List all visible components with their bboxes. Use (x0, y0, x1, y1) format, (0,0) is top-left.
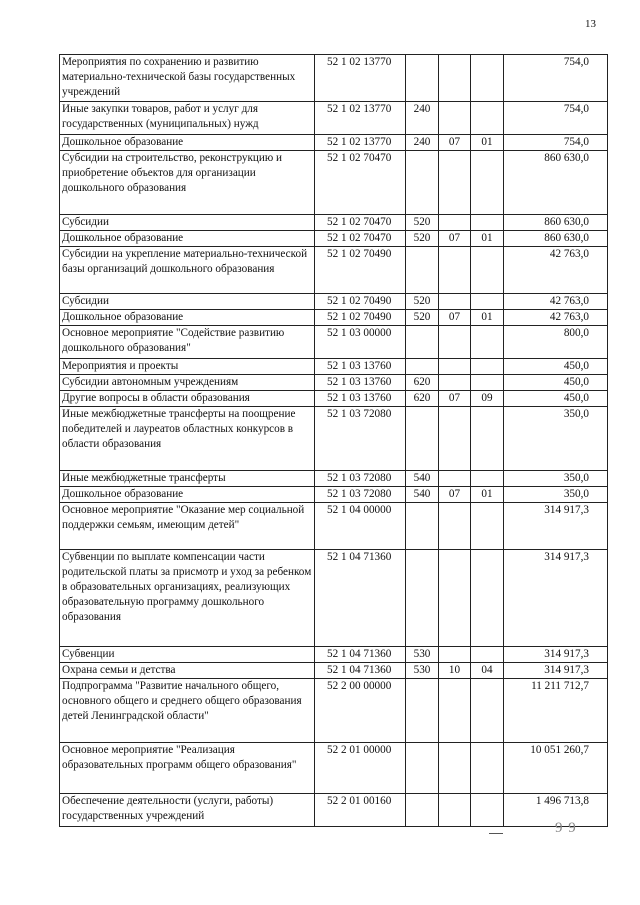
row-rz (439, 359, 471, 375)
row-pr (471, 359, 504, 375)
row-name: Основное мероприятие "Реализация образовательных программ общего образования" (60, 743, 315, 794)
row-name: Дошкольное образование (60, 231, 315, 247)
row-sum: 350,0 (504, 407, 608, 471)
row-pr (471, 55, 504, 102)
row-vr: 530 (406, 647, 439, 663)
row-pr: 01 (471, 231, 504, 247)
row-name: Субсидии на укрепление материально-технической базы организаций дошкольного образования (60, 247, 315, 294)
row-sum: 450,0 (504, 375, 608, 391)
row-sum: 10 051 260,7 (504, 743, 608, 794)
row-pr (471, 647, 504, 663)
row-csr: 52 1 04 71360 (315, 550, 406, 647)
row-vr (406, 503, 439, 550)
row-sum: 314 917,3 (504, 647, 608, 663)
row-name: Субсидии автономным учреждениям (60, 375, 315, 391)
row-name: Иные межбюджетные трансферты на поощрение победителей и лауреатов областных конкурсов в области образования (60, 407, 315, 471)
table-row (60, 550, 608, 647)
row-csr: 52 1 03 72080 (315, 407, 406, 471)
row-vr (406, 794, 439, 827)
row-name: Дошкольное образование (60, 135, 315, 151)
row-rz: 07 (439, 231, 471, 247)
row-name: Иные межбюджетные трансферты (60, 471, 315, 487)
row-pr (471, 407, 504, 471)
row-csr: 52 1 02 70470 (315, 151, 406, 215)
row-rz (439, 215, 471, 231)
row-csr: 52 1 02 70470 (315, 215, 406, 231)
row-csr: 52 1 02 13770 (315, 135, 406, 151)
row-vr (406, 407, 439, 471)
footer-stamp-mark: 9 9 (555, 820, 577, 836)
row-sum: 350,0 (504, 487, 608, 503)
row-sum: 11 211 712,7 (504, 679, 608, 743)
row-name: Охрана семьи и детства (60, 663, 315, 679)
table-row (60, 663, 608, 679)
row-csr: 52 1 04 71360 (315, 647, 406, 663)
row-csr: 52 1 02 70490 (315, 294, 406, 310)
table-row (60, 471, 608, 487)
row-vr (406, 550, 439, 647)
table-row (60, 326, 608, 359)
row-name: Иные закупки товаров, работ и услуг для государственных (муниципальных) нужд (60, 102, 315, 135)
row-vr: 540 (406, 471, 439, 487)
row-vr: 240 (406, 102, 439, 135)
table-row (60, 391, 608, 407)
row-pr: 01 (471, 135, 504, 151)
table-row (60, 151, 608, 215)
row-sum: 754,0 (504, 135, 608, 151)
row-pr (471, 503, 504, 550)
row-sum: 314 917,3 (504, 503, 608, 550)
row-sum: 860 630,0 (504, 215, 608, 231)
row-csr: 52 1 03 72080 (315, 487, 406, 503)
row-rz (439, 55, 471, 102)
row-sum: 314 917,3 (504, 663, 608, 679)
row-csr: 52 1 03 13760 (315, 375, 406, 391)
table-row (60, 135, 608, 151)
row-pr (471, 471, 504, 487)
row-rz: 10 (439, 663, 471, 679)
row-rz (439, 294, 471, 310)
page-number: 13 (585, 18, 596, 30)
row-pr: 01 (471, 487, 504, 503)
row-vr: 620 (406, 391, 439, 407)
table-row (60, 487, 608, 503)
row-pr (471, 794, 504, 827)
row-vr (406, 326, 439, 359)
row-pr (471, 215, 504, 231)
row-vr: 240 (406, 135, 439, 151)
table-row (60, 503, 608, 550)
row-pr (471, 743, 504, 794)
row-rz (439, 550, 471, 647)
row-pr: 01 (471, 310, 504, 326)
row-sum: 350,0 (504, 471, 608, 487)
row-vr: 520 (406, 231, 439, 247)
row-csr: 52 1 03 13760 (315, 359, 406, 375)
row-rz (439, 503, 471, 550)
row-vr: 540 (406, 487, 439, 503)
row-vr (406, 55, 439, 102)
row-csr: 52 2 01 00160 (315, 794, 406, 827)
row-pr (471, 294, 504, 310)
budget-table (59, 54, 608, 827)
row-vr (406, 151, 439, 215)
row-vr: 520 (406, 215, 439, 231)
row-rz: 07 (439, 135, 471, 151)
table-row (60, 647, 608, 663)
row-sum: 1 496 713,8 (504, 794, 608, 827)
row-csr: 52 2 00 00000 (315, 679, 406, 743)
row-csr: 52 1 03 13760 (315, 391, 406, 407)
row-rz (439, 679, 471, 743)
row-rz (439, 471, 471, 487)
table-row (60, 794, 608, 827)
row-csr: 52 1 02 70490 (315, 310, 406, 326)
row-csr: 52 2 01 00000 (315, 743, 406, 794)
row-name: Мероприятия и проекты (60, 359, 315, 375)
row-name: Субсидии (60, 215, 315, 231)
row-sum: 450,0 (504, 391, 608, 407)
row-name: Субвенции по выплате компенсации части родительской платы за присмотр и уход за ребенком в образовательных организациях, реализующих образовательную программу дошкольного образования (60, 550, 315, 647)
row-sum: 42 763,0 (504, 294, 608, 310)
row-name: Другие вопросы в области образования (60, 391, 315, 407)
row-sum: 800,0 (504, 326, 608, 359)
table-row (60, 375, 608, 391)
row-csr: 52 1 03 72080 (315, 471, 406, 487)
row-name: Мероприятия по сохранению и развитию материально-технической базы государственных учреждений (60, 55, 315, 102)
row-vr: 530 (406, 663, 439, 679)
row-sum: 450,0 (504, 359, 608, 375)
table-row (60, 215, 608, 231)
row-csr: 52 1 02 70470 (315, 231, 406, 247)
row-name: Обеспечение деятельности (услуги, работы) государственных учреждений (60, 794, 315, 827)
row-sum: 754,0 (504, 102, 608, 135)
row-csr: 52 1 02 13770 (315, 102, 406, 135)
row-name: Дошкольное образование (60, 487, 315, 503)
row-rz (439, 102, 471, 135)
row-sum: 42 763,0 (504, 247, 608, 294)
row-rz (439, 247, 471, 294)
row-vr (406, 679, 439, 743)
row-rz (439, 375, 471, 391)
row-rz (439, 407, 471, 471)
row-sum: 42 763,0 (504, 310, 608, 326)
row-name: Подпрограмма "Развитие начального общего, основного общего и среднего общего образования детей Ленинградской области" (60, 679, 315, 743)
row-rz (439, 326, 471, 359)
row-rz (439, 794, 471, 827)
table-row (60, 247, 608, 294)
row-name: Основное мероприятие "Содействие развитию дошкольного образования" (60, 326, 315, 359)
row-rz: 07 (439, 391, 471, 407)
table-row (60, 679, 608, 743)
row-pr: 04 (471, 663, 504, 679)
row-pr (471, 679, 504, 743)
row-sum: 754,0 (504, 55, 608, 102)
row-pr: 09 (471, 391, 504, 407)
row-sum: 314 917,3 (504, 550, 608, 647)
row-rz: 07 (439, 487, 471, 503)
row-name: Субвенции (60, 647, 315, 663)
table-row (60, 407, 608, 471)
row-csr: 52 1 03 00000 (315, 326, 406, 359)
row-pr (471, 102, 504, 135)
row-vr: 520 (406, 310, 439, 326)
row-name: Субсидии (60, 294, 315, 310)
row-sum: 860 630,0 (504, 231, 608, 247)
row-vr (406, 359, 439, 375)
row-vr: 620 (406, 375, 439, 391)
row-rz (439, 151, 471, 215)
row-name: Субсидии на строительство, реконструкцию и приобретение объектов для организации дошкольного образования (60, 151, 315, 215)
row-rz: 07 (439, 310, 471, 326)
row-name: Основное мероприятие "Оказание мер социальной поддержки семьям, имеющим детей" (60, 503, 315, 550)
table-row (60, 102, 608, 135)
row-csr: 52 1 02 70490 (315, 247, 406, 294)
table-row (60, 294, 608, 310)
row-vr: 520 (406, 294, 439, 310)
row-pr (471, 151, 504, 215)
table-row (60, 743, 608, 794)
row-csr: 52 1 04 00000 (315, 503, 406, 550)
table-row (60, 231, 608, 247)
row-vr (406, 743, 439, 794)
table-row (60, 359, 608, 375)
row-rz (439, 647, 471, 663)
row-pr (471, 326, 504, 359)
row-rz (439, 743, 471, 794)
row-vr (406, 247, 439, 294)
row-csr: 52 1 02 13770 (315, 55, 406, 102)
row-pr (471, 550, 504, 647)
row-sum: 860 630,0 (504, 151, 608, 215)
row-csr: 52 1 04 71360 (315, 663, 406, 679)
table-row (60, 310, 608, 326)
row-pr (471, 247, 504, 294)
row-pr (471, 375, 504, 391)
row-name: Дошкольное образование (60, 310, 315, 326)
footer-dash (489, 833, 503, 834)
table-row (60, 55, 608, 102)
